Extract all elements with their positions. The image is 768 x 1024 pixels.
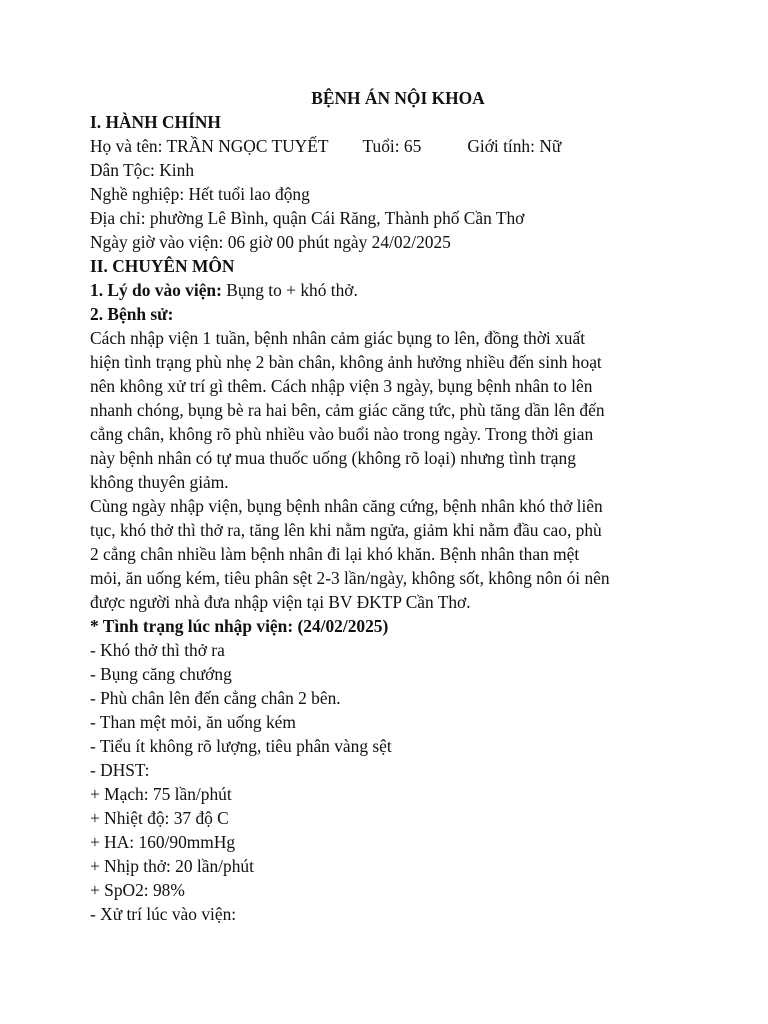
address-line (90, 206, 690, 230)
history-line: nhanh chóng, bụng bè ra hai bên, cảm giác căng tức, phù tăng dần lên đến (90, 400, 605, 420)
list-item: + HA: 160/90mmHg (90, 832, 236, 852)
admission-status-list (90, 638, 690, 926)
history-line: hiện tình trạng phù nhẹ 2 bàn chân, không ảnh hưởng nhiều đến sinh hoạt (90, 352, 602, 372)
ethnicity-value: Kinh (159, 160, 195, 180)
history-line: cẳng chân, không rõ phù nhiều vào buổi nào trong ngày. Trong thời gian (90, 424, 594, 444)
document-title: BỆNH ÁN NỘI KHOA (311, 88, 485, 108)
admission-line (90, 230, 690, 254)
list-item: - Bụng căng chướng (90, 664, 232, 684)
list-item: - Phù chân lên đến cẳng chân 2 bên. (90, 688, 341, 708)
list-item: - Than mệt mỏi, ăn uống kém (90, 712, 296, 732)
document-page (90, 86, 690, 926)
patient-info-line (90, 134, 690, 158)
list-item: - Khó thở thì thở ra (90, 640, 225, 660)
age-value: 65 (403, 136, 422, 156)
list-item: - DHST: (90, 760, 150, 780)
list-item: + SpO2: 98% (90, 880, 185, 900)
list-item: + Nhịp thở: 20 lần/phút (90, 856, 254, 876)
reason-line (90, 278, 690, 302)
reason-value: Bụng to + khó thở. (226, 280, 358, 300)
ethnicity-label: Dân Tộc: (90, 160, 155, 180)
occupation-value: Hết tuổi lao động (188, 184, 310, 204)
admission-value: 06 giờ 00 phút ngày 24/02/2025 (227, 232, 451, 252)
history-line: Cách nhập viện 1 tuần, bệnh nhân cảm giác bụng to lên, đồng thời xuất (90, 328, 586, 348)
reason-label: 1. Lý do vào viện: (90, 280, 222, 300)
occupation-line (90, 182, 690, 206)
history-line: được người nhà đưa nhập viện tại BV ĐKTP Cần Thơ. (90, 592, 471, 612)
list-item: + Nhiệt độ: 37 độ C (90, 808, 229, 828)
gender-label: Giới tính: (467, 136, 535, 156)
section-professional-heading: II. CHUYÊN MÔN (90, 256, 235, 276)
history-line: 2 cẳng chân nhiều làm bệnh nhân đi lại khó khăn. Bệnh nhân than mệt (90, 544, 580, 564)
history-label: 2. Bệnh sử: (90, 304, 174, 324)
history-line: mỏi, ăn uống kém, tiêu phân sệt 2-3 lần/ngày, không sốt, không nôn ói nên (90, 568, 610, 588)
section-admin-heading: I. HÀNH CHÍNH (90, 112, 221, 132)
occupation-label: Nghề nghiệp: (90, 184, 185, 204)
history-line: này bệnh nhân có tự mua thuốc uống (không rõ loại) nhưng tình trạng (90, 448, 576, 468)
ethnicity-line (90, 158, 690, 182)
age-label: Tuổi: (362, 136, 400, 156)
list-item: - Xử trí lúc vào viện: (90, 904, 237, 924)
address-value: phường Lê Bình, quận Cái Răng, Thành phố Cần Thơ (149, 208, 525, 228)
history-paragraph-2 (90, 494, 690, 614)
admission-status-heading: * Tình trạng lúc nhập viện: (24/02/2025) (90, 616, 389, 636)
history-line: tục, khó thở thì thở ra, tăng lên khi nằm ngửa, giảm khi nằm đầu cao, phù (90, 520, 602, 540)
list-item: - Tiểu ít không rõ lượng, tiêu phân vàng sệt (90, 736, 392, 756)
list-item: + Mạch: 75 lần/phút (90, 784, 232, 804)
history-line: Cùng ngày nhập viện, bụng bệnh nhân căng cứng, bệnh nhân khó thở liên (90, 496, 603, 516)
gender-value: Nữ (539, 136, 562, 156)
history-line: không thuyên giảm. (90, 472, 229, 492)
history-paragraph-1 (90, 326, 690, 494)
name-value: TRẦN NGỌC TUYẾT (166, 136, 329, 156)
history-line: nên không xử trí gì thêm. Cách nhập viện 3 ngày, bụng bệnh nhân to lên (90, 376, 593, 396)
admission-label: Ngày giờ vào viện: (90, 232, 224, 252)
name-label: Họ và tên: (90, 136, 163, 156)
address-label: Địa chỉ: (90, 208, 146, 228)
